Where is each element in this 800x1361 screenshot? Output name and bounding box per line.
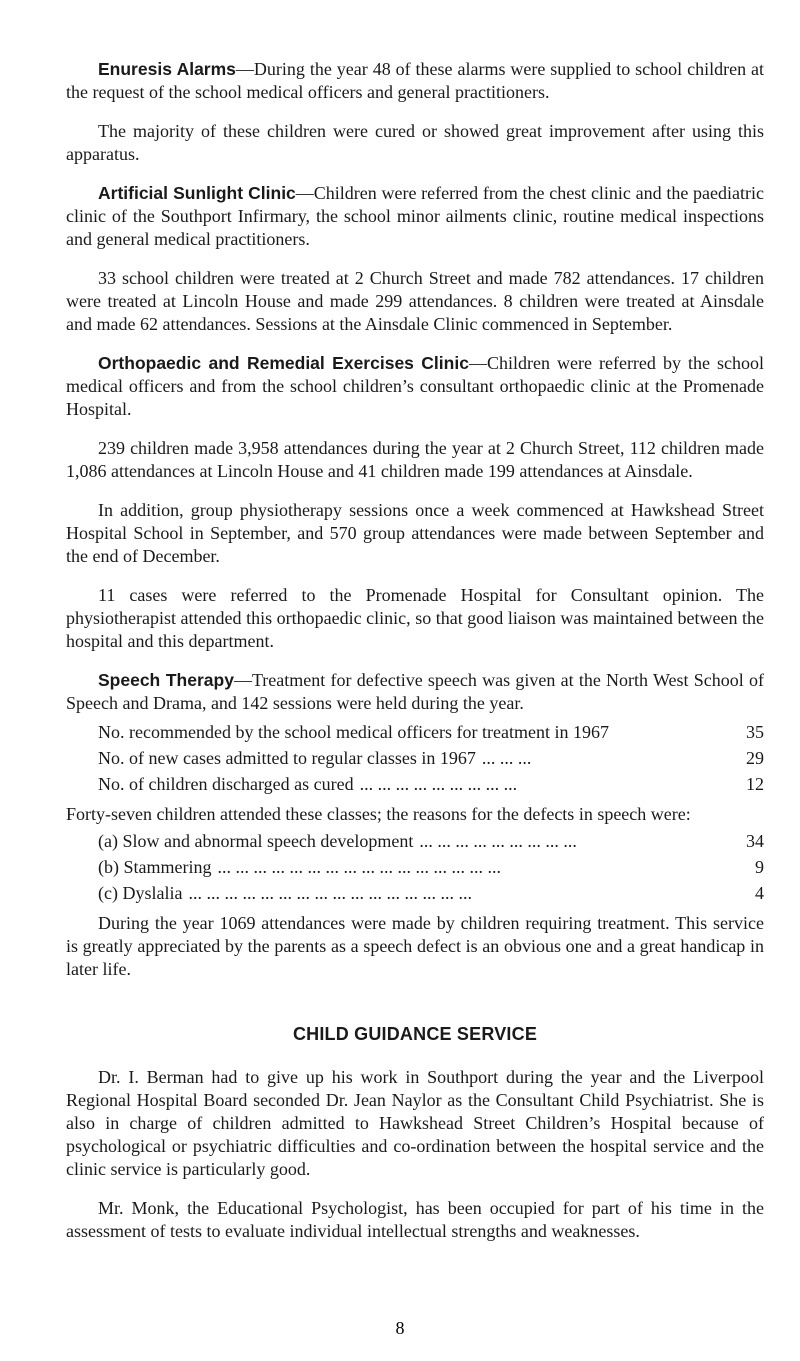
sunlight-paragraph (66, 182, 764, 251)
table-row (98, 882, 764, 908)
row-label: (b) Stammering (98, 857, 212, 877)
speech-cases-table (98, 721, 764, 799)
section-title: CHILD GUIDANCE SERVICE (292, 1024, 538, 1044)
row-value: 9 (755, 857, 764, 877)
row-label: (a) Slow and abnormal speech development (98, 831, 414, 851)
sunlight-text: —Children were referred from the chest clinic and the paediatric clinic of the Southport Infirmary, the school minor ailments clinic, routine medical inspections and general medical practitioners. (66, 183, 764, 249)
speech-paragraph (66, 669, 764, 715)
orthopaedic-paragraph-4: 11 cases were referred to the Promenade Hospital for Consultant opinion. The physiotherapist attended this orthopaedic clinic, so that good liaison was maintained between the hospital and this department. (66, 585, 764, 651)
row-label: (c) Dyslalia (98, 883, 183, 903)
speech-paragraph-3: During the year 1069 attendances were made by children requiring treatment. This service is greatly appreciated by the parents as a speech defect is an obvious one and a great handicap in later life. (66, 913, 764, 979)
child-guidance-paragraph-2: Mr. Monk, the Educational Psychologist, has been occupied for part of his time in the assessment of tests to evaluate individual intellectual strengths and weaknesses. (66, 1198, 764, 1241)
enuresis-paragraph-2: The majority of these children were cured or showed great improvement after using this apparatus. (66, 121, 764, 164)
row-value: 12 (746, 774, 764, 794)
row-value: 35 (746, 722, 764, 742)
leader-dots: ... ... ... (481, 748, 532, 768)
speech-paragraph-2: Forty-seven children attended these classes; the reasons for the defects in speech were: (66, 804, 691, 824)
enuresis-paragraph (66, 58, 764, 104)
leader-dots: ... ... ... ... ... ... ... ... ... ... ... ... ... ... ... ... (188, 883, 472, 903)
speech-text: —Treatment for defective speech was given at the North West School of Speech and Drama, and 142 sessions were held during the year. (66, 670, 764, 713)
sunlight-paragraph-2: 33 school children were treated at 2 Church Street and made 782 attendances. 17 children were treated at Lincoln House and made 299 attendances. 8 children were treated at Ainsdale and made 62 attendances. Sessions at the Ainsdale Clinic commenced in September. (66, 268, 764, 334)
leader-dots: ... ... ... ... ... ... ... ... ... (419, 831, 577, 851)
table-row (98, 721, 764, 747)
table-row (98, 830, 764, 856)
row-label: No. of children discharged as cured (98, 774, 354, 794)
orthopaedic-paragraph-3: In addition, group physiotherapy sessions once a week commenced at Hawkshead Street Hospital School in September, and 570 group attendances were made between September and the end of December. (66, 500, 764, 566)
row-value: 4 (755, 883, 764, 903)
row-value: 29 (746, 748, 764, 768)
leader-dots: ... ... ... ... ... ... ... ... ... ... ... ... ... ... ... ... (217, 857, 501, 877)
row-label: No. of new cases admitted to regular classes in 1967 (98, 748, 476, 768)
orthopaedic-paragraph (66, 352, 764, 421)
orthopaedic-text: —Children were referred by the school medical officers and from the school children’s consultant orthopaedic clinic at the Promenade Hospital. (66, 353, 764, 419)
orthopaedic-heading: Orthopaedic and Remedial Exercises Clinic (98, 353, 469, 373)
row-value: 34 (746, 831, 764, 851)
child-guidance-paragraph-1: Dr. I. Berman had to give up his work in Southport during the year and the Liverpool Regional Hospital Board seconded Dr. Jean Naylor as the Consultant Child Psychiatrist. She is also in charge of children admitted to Hawkshead Street Children’s Hospital because of psychological or psychiatric difficulties and co-ordination between the hospital service and the clinic service is particularly good. (66, 1067, 764, 1179)
leader-dots: ... ... ... ... ... ... ... ... ... (359, 774, 518, 794)
enuresis-text: —During the year 48 of these alarms were supplied to school children at the request of the school medical officers and general practitioners. (66, 59, 765, 102)
sunlight-heading: Artificial Sunlight Clinic (98, 183, 296, 203)
row-label: No. recommended by the school medical officers for treatment in 1967 (98, 722, 610, 742)
page-number: 8 (395, 1318, 405, 1338)
orthopaedic-paragraph-2: 239 children made 3,958 attendances during the year at 2 Church Street, 112 children made 1,086 attendances at Lincoln House and 41 children made 199 attendances at Ainsdale. (66, 438, 764, 481)
table-row (98, 773, 764, 799)
table-row (98, 747, 764, 773)
speech-defects-table (98, 830, 764, 908)
speech-heading: Speech Therapy (98, 670, 234, 690)
enuresis-heading: Enuresis Alarms (98, 59, 236, 79)
table-row (98, 856, 764, 882)
